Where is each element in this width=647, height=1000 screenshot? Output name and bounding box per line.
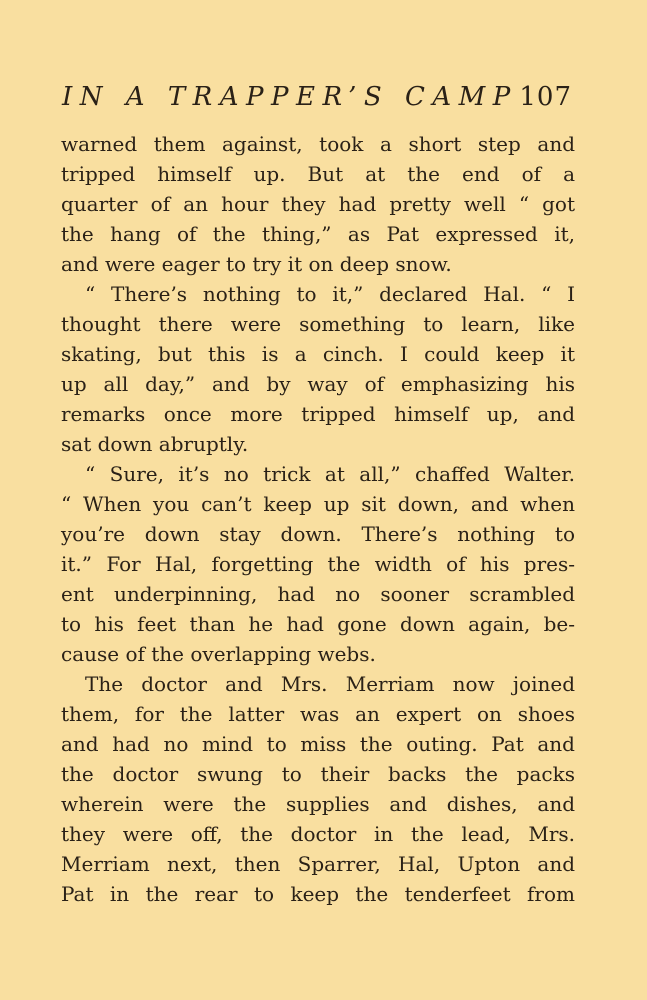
page-header <box>62 82 572 118</box>
text-line: ent underpinning, had no sooner scrambled <box>61 582 575 606</box>
text-line: cause of the overlapping webs. <box>61 642 376 666</box>
text-line: warned them against, took a short step and <box>61 132 575 156</box>
text-line: “ Sure, it’s no trick at all,” chaffed Walter. <box>85 462 575 486</box>
text-line: to his feet than he had gone down again, be- <box>61 612 575 636</box>
text-line: The doctor and Mrs. Merriam now joined <box>85 672 575 696</box>
text-line: wherein were the supplies and dishes, and <box>61 792 575 816</box>
text-line: Pat in the rear to keep the tenderfeet from <box>61 882 575 906</box>
text-line: Merriam next, then Sparrer, Hal, Upton and <box>61 852 575 876</box>
text-line: sat down abruptly. <box>61 432 249 456</box>
text-line: remarks once more tripped himself up, and <box>61 402 575 426</box>
text-line: tripped himself up. But at the end of a <box>61 162 575 186</box>
text-line: quarter of an hour they had pretty well “ got <box>61 192 575 216</box>
text-line: “ When you can’t keep up sit down, and when <box>61 492 575 516</box>
text-line: and were eager to try it on deep snow. <box>61 252 452 276</box>
page-number: 107 <box>519 82 572 112</box>
text-line: and had no mind to miss the outing. Pat and <box>61 732 575 756</box>
text-line: them, for the latter was an expert on shoes <box>61 702 575 726</box>
text-line: thought there were something to learn, like <box>61 312 575 336</box>
text-line: they were off, the doctor in the lead, Mrs. <box>61 822 575 846</box>
text-line: you’re down stay down. There’s nothing to <box>61 522 575 546</box>
text-line: skating, but this is a cinch. I could keep it <box>61 342 575 366</box>
text-line: it.” For Hal, forgetting the width of his pres- <box>61 552 575 576</box>
text-line: the doctor swung to their backs the packs <box>61 762 575 786</box>
text-line: up all day,” and by way of emphasizing his <box>61 372 575 396</box>
text-line: the hang of the thing,” as Pat expressed it, <box>61 222 575 246</box>
running-head: IN A TRAPPER’S CAMP <box>62 82 518 112</box>
text-line: “ There’s nothing to it,” declared Hal. “ I <box>85 282 575 306</box>
